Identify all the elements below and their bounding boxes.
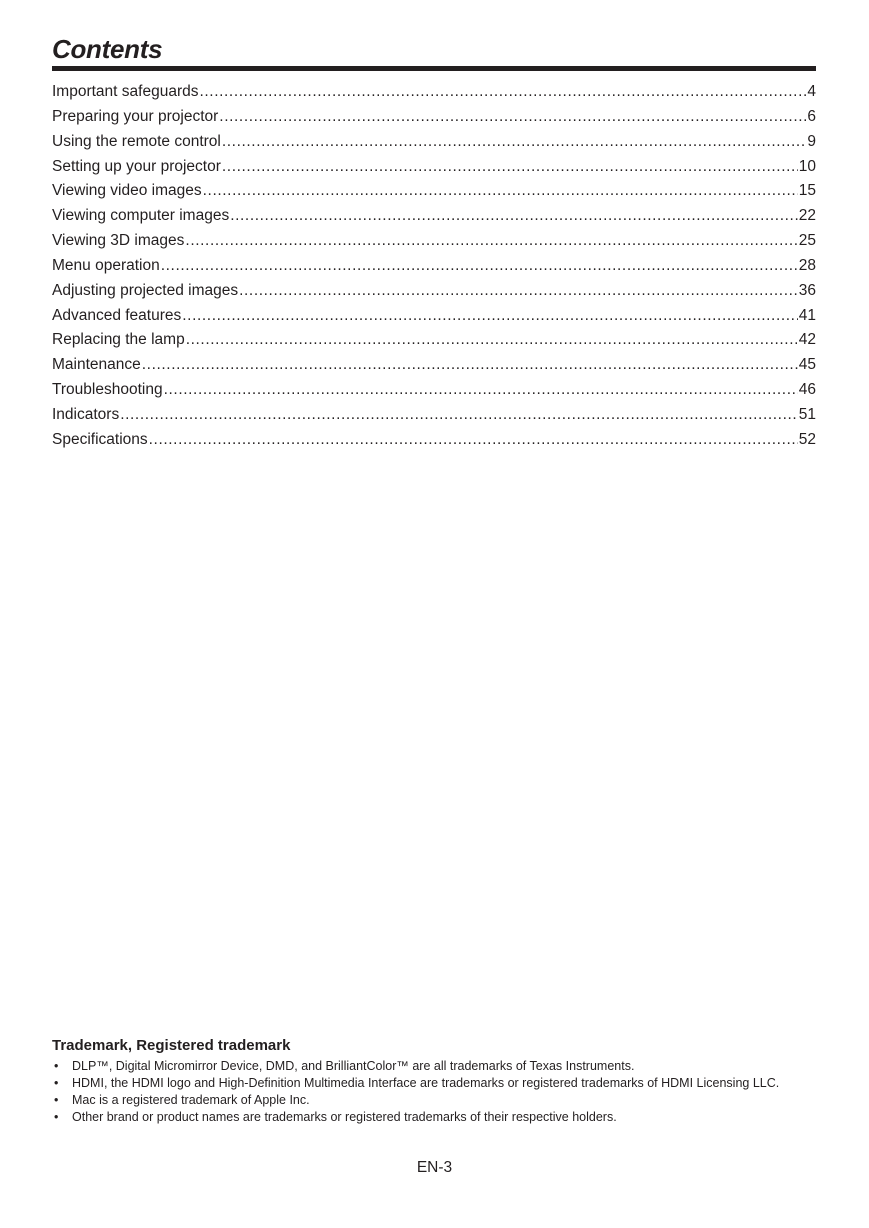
toc-entry-page: 51 <box>798 405 816 423</box>
toc-entry-page: 10 <box>798 157 816 175</box>
toc-leader-dots <box>199 82 806 102</box>
toc-entry[interactable] <box>52 306 816 331</box>
toc-entry[interactable] <box>52 132 816 157</box>
toc-entry-title: Setting up your projector <box>52 157 221 175</box>
trademark-item-text: Other brand or product names are trademarks or registered trademarks of their respective holders. <box>72 1110 617 1124</box>
toc-entry-page: 46 <box>798 381 816 399</box>
toc-entry-title: Specifications <box>52 430 148 448</box>
toc-entry[interactable] <box>52 82 816 107</box>
toc-entry-page: 42 <box>798 331 816 349</box>
trademark-item <box>52 1058 816 1075</box>
toc-entry[interactable] <box>52 181 816 206</box>
toc-entry[interactable] <box>52 430 816 455</box>
toc-leader-dots <box>219 107 806 127</box>
table-of-contents <box>52 82 816 455</box>
toc-entry-title: Indicators <box>52 405 120 423</box>
toc-leader-dots <box>203 181 798 201</box>
toc-entry-title: Troubleshooting <box>52 381 163 399</box>
trademark-item <box>52 1092 816 1109</box>
toc-entry-title: Maintenance <box>52 356 141 374</box>
toc-leader-dots <box>161 256 798 276</box>
bullet-icon: • <box>54 1093 59 1107</box>
title-rule <box>52 66 816 71</box>
toc-entry[interactable] <box>52 206 816 231</box>
toc-entry-title: Adjusting projected images <box>52 281 239 299</box>
toc-entry[interactable] <box>52 281 816 306</box>
page-number: EN-3 <box>416 1159 453 1176</box>
toc-entry-page: 52 <box>798 430 816 448</box>
toc-entry-page: 22 <box>798 207 816 225</box>
toc-entry-title: Preparing your projector <box>52 107 219 125</box>
toc-leader-dots <box>164 380 798 400</box>
toc-entry-page: 6 <box>807 107 816 125</box>
toc-entry-title: Viewing video images <box>52 182 202 200</box>
toc-entry-page: 45 <box>798 356 816 374</box>
toc-entry-title: Using the remote control <box>52 132 221 150</box>
toc-leader-dots <box>230 206 798 226</box>
trademark-section <box>52 1037 816 1126</box>
toc-entry-title: Viewing 3D images <box>52 232 185 250</box>
toc-entry[interactable] <box>52 355 816 380</box>
toc-leader-dots <box>239 281 798 301</box>
toc-entry-title: Viewing computer images <box>52 207 230 225</box>
toc-entry[interactable] <box>52 107 816 132</box>
toc-entry[interactable] <box>52 231 816 256</box>
toc-entry[interactable] <box>52 256 816 281</box>
toc-leader-dots <box>120 405 798 425</box>
toc-leader-dots <box>142 355 798 375</box>
trademark-item <box>52 1075 816 1092</box>
toc-leader-dots <box>222 157 798 177</box>
toc-entry-page: 9 <box>807 132 816 150</box>
toc-leader-dots <box>182 306 797 326</box>
toc-leader-dots <box>185 231 797 251</box>
toc-entry[interactable] <box>52 330 816 355</box>
toc-leader-dots <box>186 330 798 350</box>
toc-entry-page: 4 <box>807 83 816 100</box>
page-title: Contents <box>52 34 163 64</box>
toc-leader-dots <box>222 132 807 152</box>
toc-entry[interactable] <box>52 405 816 430</box>
trademark-item <box>52 1109 816 1126</box>
toc-entry-title: Advanced features <box>52 306 182 324</box>
trademark-heading: Trademark, Registered trademark <box>52 1037 291 1054</box>
trademark-list <box>52 1058 816 1126</box>
bullet-icon: • <box>54 1059 59 1073</box>
toc-entry-page: 36 <box>798 281 816 299</box>
trademark-item-text: Mac is a registered trademark of Apple Inc. <box>72 1093 310 1107</box>
toc-entry-page: 28 <box>798 256 816 274</box>
toc-entry-title: Important safeguards <box>52 83 199 100</box>
bullet-icon: • <box>54 1076 59 1090</box>
bullet-icon: • <box>54 1110 59 1124</box>
toc-entry-title: Menu operation <box>52 256 160 274</box>
toc-entry-title: Replacing the lamp <box>52 331 185 349</box>
trademark-item-text: HDMI, the HDMI logo and High-Definition Multimedia Interface are trademarks or registered trademarks of HDMI Licensing LLC. <box>72 1076 780 1090</box>
trademark-item-text: DLP™, Digital Micromirror Device, DMD, and BrilliantColor™ are all trademarks of Texas Instruments. <box>72 1059 635 1073</box>
toc-entry[interactable] <box>52 157 816 182</box>
toc-entry-page: 15 <box>798 182 816 200</box>
toc-entry[interactable] <box>52 380 816 405</box>
toc-leader-dots <box>149 430 798 450</box>
toc-entry-page: 41 <box>798 306 816 324</box>
toc-entry-page: 25 <box>798 232 816 250</box>
